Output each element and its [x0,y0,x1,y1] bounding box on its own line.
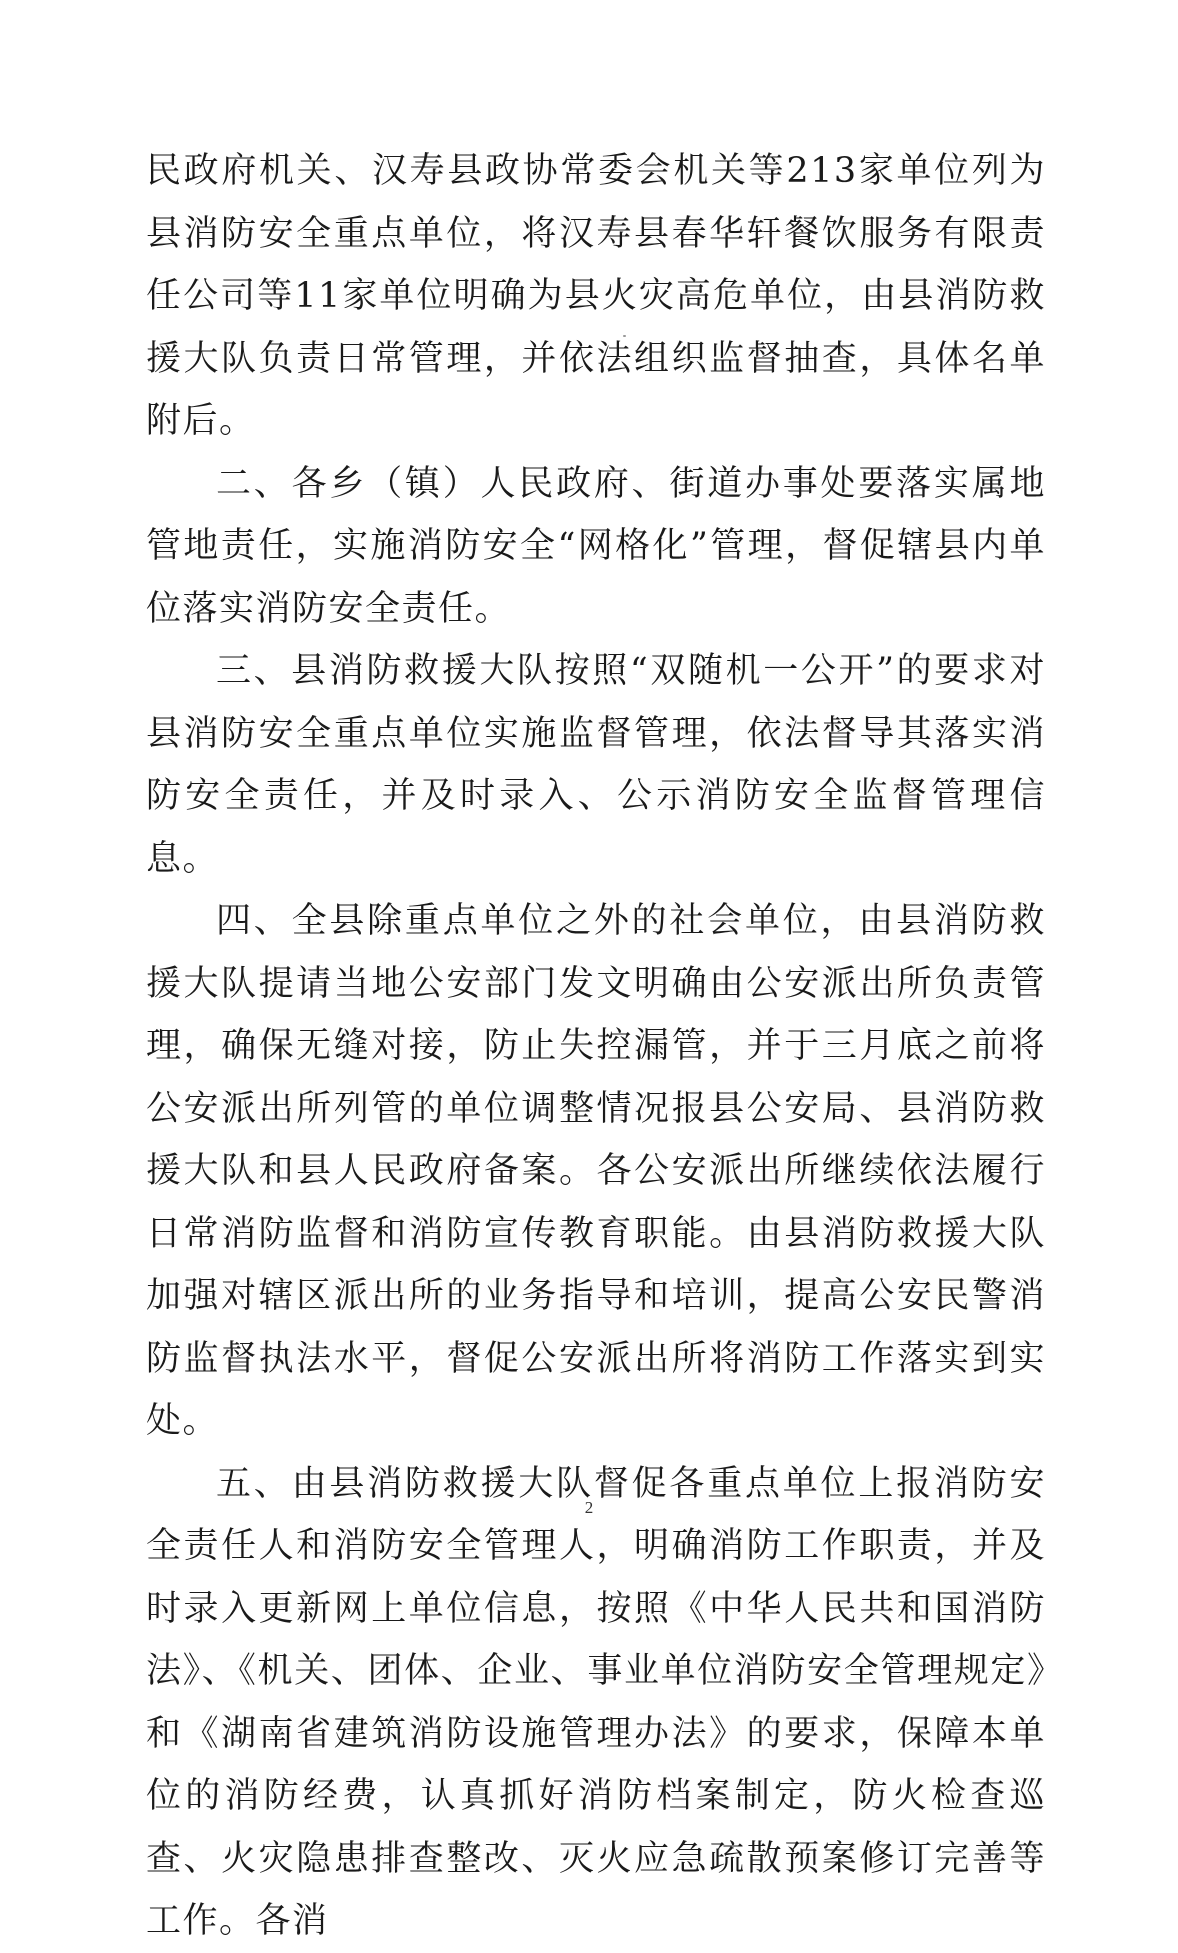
document-body [146,140,1046,1953]
scan-speck [623,335,626,337]
page-number: 2 [584,1498,594,1517]
paragraph-item-4: 四、全县除重点单位之外的社会单位，由县消防救援大队提请当地公安部门发文明确由公安派出所负责管理，确保无缝对接，防止失控漏管，并于三月底之前将公安派出所列管的单位调整情况报县公安局、县消防救援大队和县人民政府备案。各公安派出所继续依法履行日常消防监督和消防宣传教育职能。由县消防救援大队加强对辖区派出所的业务指导和培训，提高公安民警消防监督执法水平，督促公安派出所将消防工作落实到实处。 [146,901,1046,1441]
paragraph-continuation: 民政府机关、汉寿县政协常委会机关等213家单位列为县消防安全重点单位，将汉寿县春华轩餐饮服务有限责任公司等11家单位明确为县火灾高危单位，由县消防救援大队负责日常管理，并依法组织监督抽查，具体名单附后。 [146,151,1046,441]
paragraph-item-2: 二、各乡（镇）人民政府、街道办事处要落实属地管地责任，实施消防安全“网格化”管理，督促辖县内单位落实消防安全责任。 [146,463,1046,629]
paragraph-item-5: 五、由县消防救援大队督促各重点单位上报消防安全责任人和消防安全管理人，明确消防工作职责，并及时录入更新网上单位信息，按照《中华人民共和国消防法》、《机关、团体、企业、事业单位消防安全管理规定》和《湖南省建筑消防设施管理办法》的要求，保障本单位的消防经费，认真抓好消防档案制定，防火检查巡查、火灾隐患排查整改、灭火应急疏散预案修订完善等工作。各消 [146,1463,1046,1941]
paragraph-item-3: 三、县消防救援大队按照“双随机一公开”的要求对县消防安全重点单位实施监督管理，依法督导其落实消防安全责任，并及时录入、公示消防安全监督管理信息。 [146,651,1046,879]
